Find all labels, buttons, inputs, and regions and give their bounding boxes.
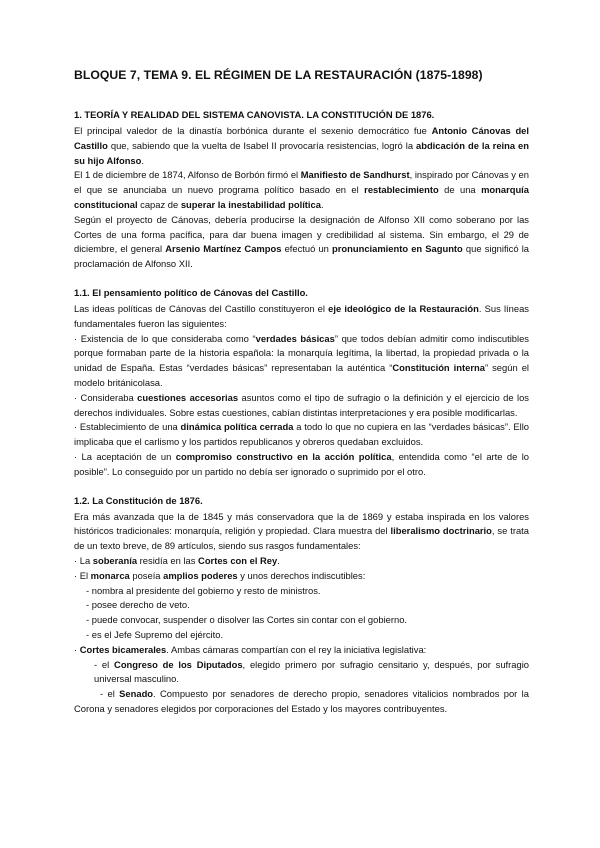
text-run: , inspirado por Cánovas y en el que se anunciaba un nuevo programa político basado en el [74, 169, 529, 196]
document-page [74, 68, 529, 717]
text-run: · Establecimiento de una [74, 421, 181, 433]
section-1-1-heading: 1.1. El pensamiento político de Cánovas del Castillo. [74, 286, 308, 298]
bold-text-run: amplios poderes [163, 569, 238, 581]
text-run: - el [94, 658, 115, 670]
text-run: ” según el modelo británicolasa. [74, 362, 530, 388]
bold-text-run: abdicación de la reina en su hijo Alfonso [74, 139, 529, 166]
text-run: - el [100, 688, 120, 700]
bold-text-run: Senado [119, 688, 154, 700]
text-run: · La aceptación de un [74, 450, 176, 462]
section-1-1-bullet-2 [74, 391, 529, 421]
bold-text-run: Constitución interna [392, 362, 485, 374]
section-1-2-item-cortes [74, 643, 529, 658]
bold-text-run: superar la inestabilidad política [180, 198, 321, 210]
bold-text-run: monarca [90, 569, 130, 581]
text-run: · Consideraba [74, 391, 138, 403]
section-1-2-item-soberania [74, 554, 529, 569]
monarca-power-item: - puede convocar, suspender o disolver las Cortes sin contar con el gobierno. [86, 614, 408, 626]
text-run: . Ambas cámaras compartían con el rey la iniciativa legislativa: [166, 643, 427, 655]
bold-text-run: Cortes con el Rey [198, 554, 278, 566]
senado-item [74, 687, 529, 717]
monarca-power-item: - posee derecho de veto. [86, 599, 190, 611]
section-1-paragraph-1 [74, 124, 529, 168]
bold-text-run: liberalismo doctrinario [390, 525, 492, 537]
text-run: · Existencia de lo que consideraba como “ [74, 332, 256, 344]
bold-text-run: restablecimiento [364, 184, 439, 196]
text-run: El 1 de diciembre de 1874, Alfonso de Borbón firmó el [74, 169, 301, 181]
text-run: · [74, 643, 80, 655]
bold-text-run: compromiso constructivo en la acción política [175, 450, 392, 462]
bold-text-run: Antonio Cánovas del Castillo [74, 125, 529, 151]
bold-text-run: dinámica política cerrada [180, 421, 294, 433]
bold-text-run: eje ideológico de la Restauración [328, 302, 479, 314]
text-run: . [320, 198, 324, 210]
text-run: . Compuesto por senadores de derecho propio, senadores vitalicios nombrados por la Corona y senadores elegidos por corporaciones del Estado y los mayores contribuyentes. [74, 688, 529, 714]
text-run: El principal valedor de la dinastía borbónica durante el sexenio democrático fue [74, 125, 432, 136]
section-1-2-intro [74, 510, 529, 554]
bold-text-run: Cortes bicamerales [79, 643, 167, 655]
section-1-2-heading: 1.2. La Constitución de 1876. [74, 494, 203, 506]
section-1-heading: 1. TEORÍA Y REALIDAD DEL SISTEMA CANOVISTA. LA CONSTITUCIÓN DE 1876. [74, 109, 435, 120]
text-run: Según el proyecto de Cánovas, debería producirse la designación de Alfonso XII como soberano por las Cortes de una forma pacífica, para dar buena imagen y credibilidad al sistema. Sin embargo, el 29 de diciembre, el general [74, 213, 529, 255]
monarca-powers-list [74, 584, 529, 643]
text-run: residía en las [137, 554, 199, 566]
text-run: que, sabiendo que la vuelta de Isabel II provocaría resistencias, logró la [107, 139, 417, 151]
section-1-1-bullet-4 [74, 450, 529, 480]
bold-text-run: soberanía [92, 554, 138, 566]
section-1-1-bullet-1 [74, 332, 529, 391]
bold-text-run: Manifiesto de Sandhurst [300, 169, 410, 181]
text-run: , se trata de un texto breve, de 89 artículos, siendo sus rasgos fundamentales: [74, 525, 530, 552]
bold-text-run: Arsenio Martínez Campos [165, 243, 282, 255]
section-1-paragraph-2 [74, 168, 529, 212]
text-run: asuntos como el tipo de sufragio o la definición y el ejercicio de los derechos individuales. Sobre estas cuestiones, cabían distintas interpretaciones y era posible modificarlas. [74, 391, 529, 418]
text-run: , elegido primero por sufragio censitario y, después, por sufragio universal masculino. [94, 658, 529, 685]
text-run: ” que todos debían admitir como indiscutibles porque formaban parte de la historia española: la monarquía legítima, la libertad, la propiedad privada o la unidad de España. Estas “verdades básicas” representaban la auténtica “ [74, 332, 529, 374]
text-run: a todo lo que no cupiera en las “verdades básicas”. Ello implicaba que el carlismo y los partidos republicanos y obreros quedaban excluidos. [74, 421, 529, 448]
bold-text-run: verdades básicas [255, 332, 335, 344]
bold-text-run: cuestiones accesorias [137, 391, 239, 403]
text-run: capaz de [137, 198, 181, 210]
section-1-2-item-monarca [74, 569, 529, 584]
text-run: . [141, 154, 144, 166]
text-run: y unos derechos indiscutibles: [237, 569, 366, 581]
bold-text-run: pronunciamiento en Sagunto [332, 243, 463, 255]
monarca-power-item: - es el Jefe Supremo del ejército. [86, 628, 224, 640]
text-run: Era más avanzada que la de 1845 y más conservadora que la de 1869 y estaba inspirada en los valores históricos tradicionales: monarquía, religión y propiedad. Clara muestra del [74, 510, 529, 537]
bold-text-run: Congreso de los Diputados [114, 658, 243, 670]
text-run: que significó la proclamación de Alfonso XII. [74, 243, 529, 270]
text-run: poseía [129, 569, 164, 581]
text-run: Las ideas políticas de Cánovas del Castillo constituyeron el [74, 302, 329, 314]
text-run: . [277, 554, 280, 566]
text-run: . Sus líneas fundamentales fueron las siguientes: [74, 302, 529, 329]
document-title: BLOQUE 7, TEMA 9. EL RÉGIMEN DE LA RESTAURACIÓN (1875-1898) [74, 68, 483, 82]
text-run: efectuó un [281, 243, 333, 255]
text-run: · El [74, 569, 91, 581]
text-run: · La [74, 554, 93, 566]
section-1-1-bullet-3 [74, 420, 529, 450]
section-1-1-intro [74, 302, 529, 332]
section-1-paragraph-3 [74, 213, 529, 272]
text-run: , entendida como “el arte de lo posible”. Lo conseguido por un partido no debía ser ignorado o suprimido por el otro. [74, 450, 529, 477]
monarca-power-item: - nombra al presidente del gobierno y resto de ministros. [86, 584, 321, 596]
congreso-item [74, 658, 529, 688]
bold-text-run: monarquía constitucional [74, 184, 529, 210]
text-run: de una [438, 184, 482, 196]
